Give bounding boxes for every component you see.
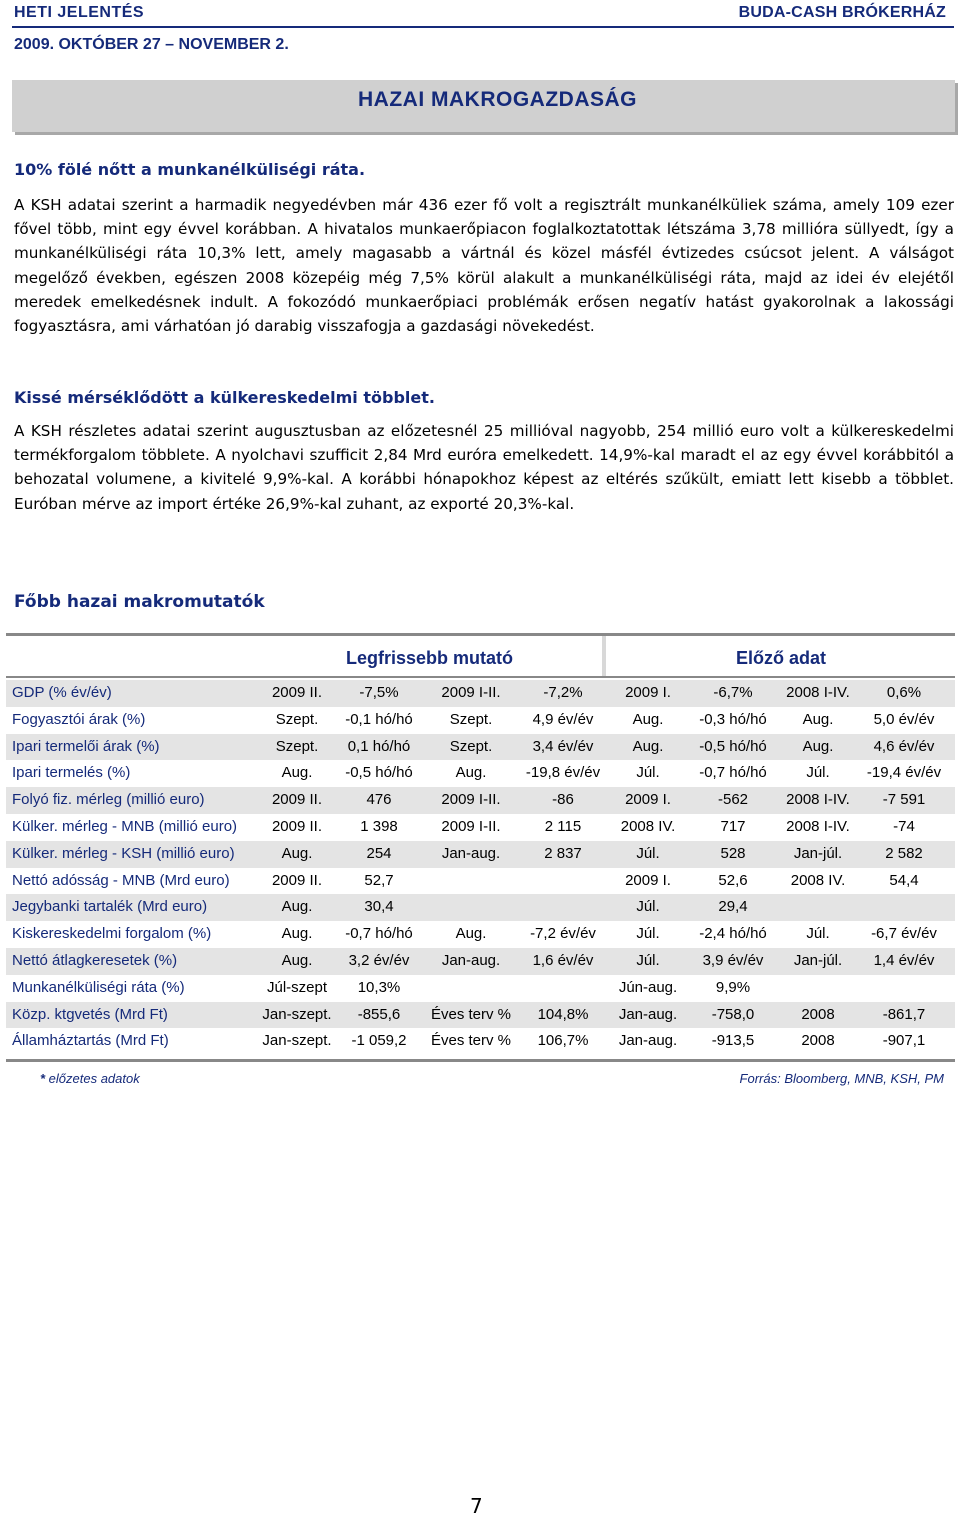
table-row: [6, 841, 955, 868]
indicator-name: Ipari termelés (%): [12, 764, 131, 782]
previous-value: 52,6: [718, 871, 748, 889]
previous-period: Júl.: [636, 764, 660, 782]
previous-cumulative-period: 2008 I-IV.: [786, 791, 850, 809]
table-row: [6, 1002, 955, 1029]
latest-value: 3,2 év/év: [348, 952, 410, 969]
previous-cumulative-value: 1,4 év/év: [873, 952, 935, 969]
group-header-previous: Előző adat: [736, 648, 827, 668]
latest-cumulative-value: 106,7%: [537, 1032, 589, 1050]
latest-cumulative-period: Aug.: [455, 925, 487, 943]
paragraph-trade: A KSH részletes adatai szerint augusztusban az előzetesnél 25 millióval nagyobb, 254 millió euro volt a külkereskedelmi termékforgalom többlete. A nyolchavi szufficit 2,84 Mrd euróra emelkedett. 14,9%-kal maradt el az egy évvel korábbitól a behozatal volumene, a kivitelé 9,9%-kal. A korábbi hónapokhoz képest az eltérés szűkült, emiatt lett kisebb a többlet. Euróban mérve az import értéke 26,9%-kal zuhant, az exporté 20,3%-kal.: [14, 422, 954, 513]
table-group-separator: [602, 636, 606, 676]
latest-cumulative-period: Éves terv %: [430, 1032, 512, 1050]
previous-value: 3,9 év/év: [702, 952, 764, 969]
indicator-name: Nettó adósság - MNB (Mrd euro): [12, 871, 230, 889]
latest-cumulative-period: 2009 I-II.: [441, 791, 501, 809]
indicator-name: Jegybanki tartalék (Mrd euro): [12, 898, 208, 916]
footnote-source: Forrás: Bloomberg, MNB, KSH, PM: [739, 1071, 944, 1086]
latest-cumulative-period: 2009 I-II.: [441, 684, 501, 701]
previous-period: Jún-aug.: [618, 978, 678, 996]
latest-period: 2009 II.: [271, 871, 323, 889]
latest-period: Aug.: [281, 925, 313, 943]
latest-cumulative-value: 104,8%: [537, 1005, 589, 1023]
page-number: 7: [470, 1494, 483, 1518]
latest-value: -855,6: [357, 1005, 401, 1023]
previous-value: 528: [720, 844, 746, 862]
latest-period: Aug.: [281, 844, 313, 862]
group-header-latest: Legfrissebb mutató: [346, 648, 514, 668]
section-banner: [12, 80, 955, 132]
previous-period: Jan-aug.: [618, 1032, 678, 1050]
previous-cumulative-value: 0,6%: [886, 684, 922, 701]
indicator-name: Folyó fiz. mérleg (millió euro): [12, 791, 205, 809]
indicator-name: GDP (% év/év): [12, 684, 112, 701]
latest-cumulative-period: Szept.: [449, 737, 493, 755]
latest-period: Szept.: [275, 737, 319, 755]
latest-cumulative-value: 2 837: [544, 844, 582, 862]
latest-cumulative-value: -19,8 év/év: [525, 764, 601, 782]
latest-value: 1 398: [360, 818, 398, 835]
table-row: [6, 734, 955, 761]
table-row: [6, 894, 955, 921]
indicator-name: Fogyasztói árak (%): [12, 710, 146, 728]
previous-value: -0,3 hó/hó: [699, 710, 767, 728]
previous-cumulative-value: -7 591: [882, 791, 926, 809]
indicator-name: Közp. ktgvetés (Mrd Ft): [12, 1005, 168, 1023]
latest-value: -1 059,2: [351, 1032, 407, 1050]
latest-period: Jan-szept.: [262, 1005, 332, 1023]
previous-period: Júl.: [636, 898, 660, 916]
previous-period: Júl.: [636, 952, 660, 969]
previous-cumulative-period: Jan-júl.: [793, 844, 843, 862]
table-row: [6, 707, 955, 734]
previous-period: Júl.: [636, 844, 660, 862]
latest-cumulative-value: -7,2 év/év: [530, 925, 596, 943]
previous-cumulative-value: 2 582: [885, 844, 923, 862]
previous-cumulative-period: 2008: [801, 1005, 835, 1023]
previous-value: 9,9%: [715, 978, 751, 996]
latest-period: 2009 II.: [271, 818, 323, 835]
latest-period: Júl-szept: [266, 978, 328, 996]
previous-cumulative-value: 54,4: [889, 871, 919, 889]
indicator-name: Munkanélküliségi ráta (%): [12, 978, 185, 996]
previous-cumulative-value: -74: [893, 818, 915, 835]
indicator-name: Államháztartás (Mrd Ft): [12, 1032, 169, 1050]
latest-value: -0,1 hó/hó: [345, 710, 413, 728]
section-heading-trade: Kissé mérséklődött a külkereskedelmi többlet.: [14, 388, 435, 407]
latest-value: 52,7: [364, 871, 394, 889]
table-row: [6, 760, 955, 787]
table-row: [6, 948, 955, 975]
previous-value: 29,4: [718, 898, 748, 916]
header-divider: [12, 26, 954, 28]
previous-cumulative-value: -861,7: [882, 1005, 926, 1023]
company-name: BUDA-CASH BRÓKERHÁZ: [738, 4, 946, 21]
table-row: [6, 814, 955, 841]
previous-period: Júl.: [636, 925, 660, 943]
previous-value: -2,4 hó/hó: [699, 925, 767, 943]
previous-period: 2009 I.: [625, 791, 671, 809]
table-row: [6, 975, 955, 1002]
previous-period: 2009 I.: [625, 871, 671, 889]
latest-period: Szept.: [275, 710, 319, 728]
latest-cumulative-value: 2 115: [544, 818, 582, 835]
latest-cumulative-value: -86: [552, 791, 574, 809]
previous-cumulative-period: Aug.: [802, 737, 834, 755]
indicator-name: Külker. mérleg - KSH (millió euro): [12, 844, 235, 862]
previous-value: -6,7%: [713, 684, 753, 701]
latest-value: 0,1 hó/hó: [347, 737, 411, 755]
previous-value: -0,7 hó/hó: [699, 764, 767, 782]
latest-period: Aug.: [281, 764, 313, 782]
previous-cumulative-period: Aug.: [802, 710, 834, 728]
latest-cumulative-period: Szept.: [449, 710, 493, 728]
previous-cumulative-period: Júl.: [806, 764, 830, 782]
report-date: 2009. OKTÓBER 27 – NOVEMBER 2.: [14, 36, 289, 53]
latest-value: 10,3%: [357, 978, 401, 996]
previous-cumulative-value: -19,4 év/év: [866, 764, 942, 782]
latest-period: Aug.: [281, 898, 313, 916]
previous-period: Jan-aug.: [618, 1005, 678, 1023]
previous-cumulative-period: 2008 IV.: [790, 871, 846, 889]
latest-value: 254: [366, 844, 392, 862]
latest-cumulative-value: 4,9 év/év: [532, 710, 594, 728]
previous-cumulative-period: Jan-júl.: [793, 952, 843, 969]
previous-cumulative-value: -6,7 év/év: [871, 925, 937, 943]
latest-cumulative-period: Jan-aug.: [441, 952, 501, 969]
previous-cumulative-value: 5,0 év/év: [873, 710, 935, 728]
paragraph-unemployment: A KSH adatai szerint a harmadik negyedévben már 436 ezer fő volt a regisztrált munkanélküliek száma, amely 109 ezer fővel több, mint egy évvel korábban. A hivatalos munkaerőpiacon foglalkoztatottak létszáma 3,78 millióra süllyedt, így a munkanélküliségi ráta 10,3% lett, amely magasabb a vártnál és közel másfél évtizedes csúcsot jelent. A válságot megelőző években, egészen 2008 közepéig még 7,5% körül alakult a munkanélküliségi ráta, majd az idei év elejétől meredek emelkedésnek indult. A fokozódó munkaerőpiaci problémák erősen negatív hatást gyakorolnak a lakossági fogyasztásra, ami várhatóan jó darabig visszafogja a gazdasági növekedést.: [14, 196, 954, 336]
previous-value: -562: [717, 791, 749, 809]
section-heading-unemployment: 10% fölé nőtt a munkanélküliségi ráta.: [14, 160, 366, 179]
previous-cumulative-period: 2008 I-IV.: [786, 684, 850, 701]
latest-value: 30,4: [364, 898, 394, 916]
table-row: [6, 680, 955, 707]
indicator-name: Kiskereskedelmi forgalom (%): [12, 925, 212, 943]
latest-period: 2009 II.: [271, 791, 323, 809]
latest-value: 476: [366, 791, 392, 809]
previous-period: 2008 IV.: [620, 818, 676, 835]
previous-cumulative-value: -907,1: [882, 1032, 926, 1050]
table-row: [6, 787, 955, 814]
latest-cumulative-value: -7,2%: [543, 684, 583, 701]
latest-period: 2009 II.: [271, 684, 323, 701]
indicator-name: Nettó átlagkeresetek (%): [12, 952, 178, 969]
previous-cumulative-period: Júl.: [806, 925, 830, 943]
table-row: [6, 868, 955, 895]
latest-period: Jan-szept.: [262, 1032, 332, 1050]
latest-cumulative-period: Éves terv %: [430, 1005, 512, 1023]
previous-cumulative-value: 4,6 év/év: [873, 737, 935, 755]
latest-cumulative-period: Jan-aug.: [441, 844, 501, 862]
latest-cumulative-value: 3,4 év/év: [532, 737, 594, 755]
indicator-name: Külker. mérleg - MNB (millió euro): [12, 818, 238, 835]
latest-cumulative-period: Aug.: [455, 764, 487, 782]
table-row: [6, 1028, 955, 1055]
latest-period: Aug.: [281, 952, 313, 969]
footnote-preliminary: [40, 1071, 140, 1086]
table-top-rule: [6, 633, 955, 636]
previous-value: -758,0: [711, 1005, 755, 1023]
table-bottom-rule: [6, 1059, 955, 1062]
latest-value: -7,5%: [359, 684, 399, 701]
previous-value: 717: [720, 818, 746, 835]
latest-cumulative-value: 1,6 év/év: [532, 952, 594, 969]
report-title: HETI JELENTÉS: [14, 4, 145, 21]
latest-value: -0,5 hó/hó: [345, 764, 413, 782]
table-title: Főbb hazai makromutatók: [14, 592, 265, 612]
banner-title: HAZAI MAKROGAZDASÁG: [358, 88, 637, 111]
previous-period: Aug.: [632, 737, 664, 755]
previous-cumulative-period: 2008 I-IV.: [786, 818, 850, 835]
table-row: [6, 921, 955, 948]
table-header-rule: [6, 676, 955, 678]
previous-period: Aug.: [632, 710, 664, 728]
previous-cumulative-period: 2008: [801, 1032, 835, 1050]
footnote-preliminary-text: előzetes adatok: [45, 1071, 140, 1086]
footnote-star: *: [40, 1071, 46, 1086]
previous-period: 2009 I.: [625, 684, 671, 701]
latest-cumulative-period: 2009 I-II.: [441, 818, 501, 835]
indicator-name: Ipari termelői árak (%): [12, 737, 160, 755]
latest-value: -0,7 hó/hó: [345, 925, 413, 943]
previous-value: -913,5: [711, 1032, 755, 1050]
previous-value: -0,5 hó/hó: [699, 737, 767, 755]
